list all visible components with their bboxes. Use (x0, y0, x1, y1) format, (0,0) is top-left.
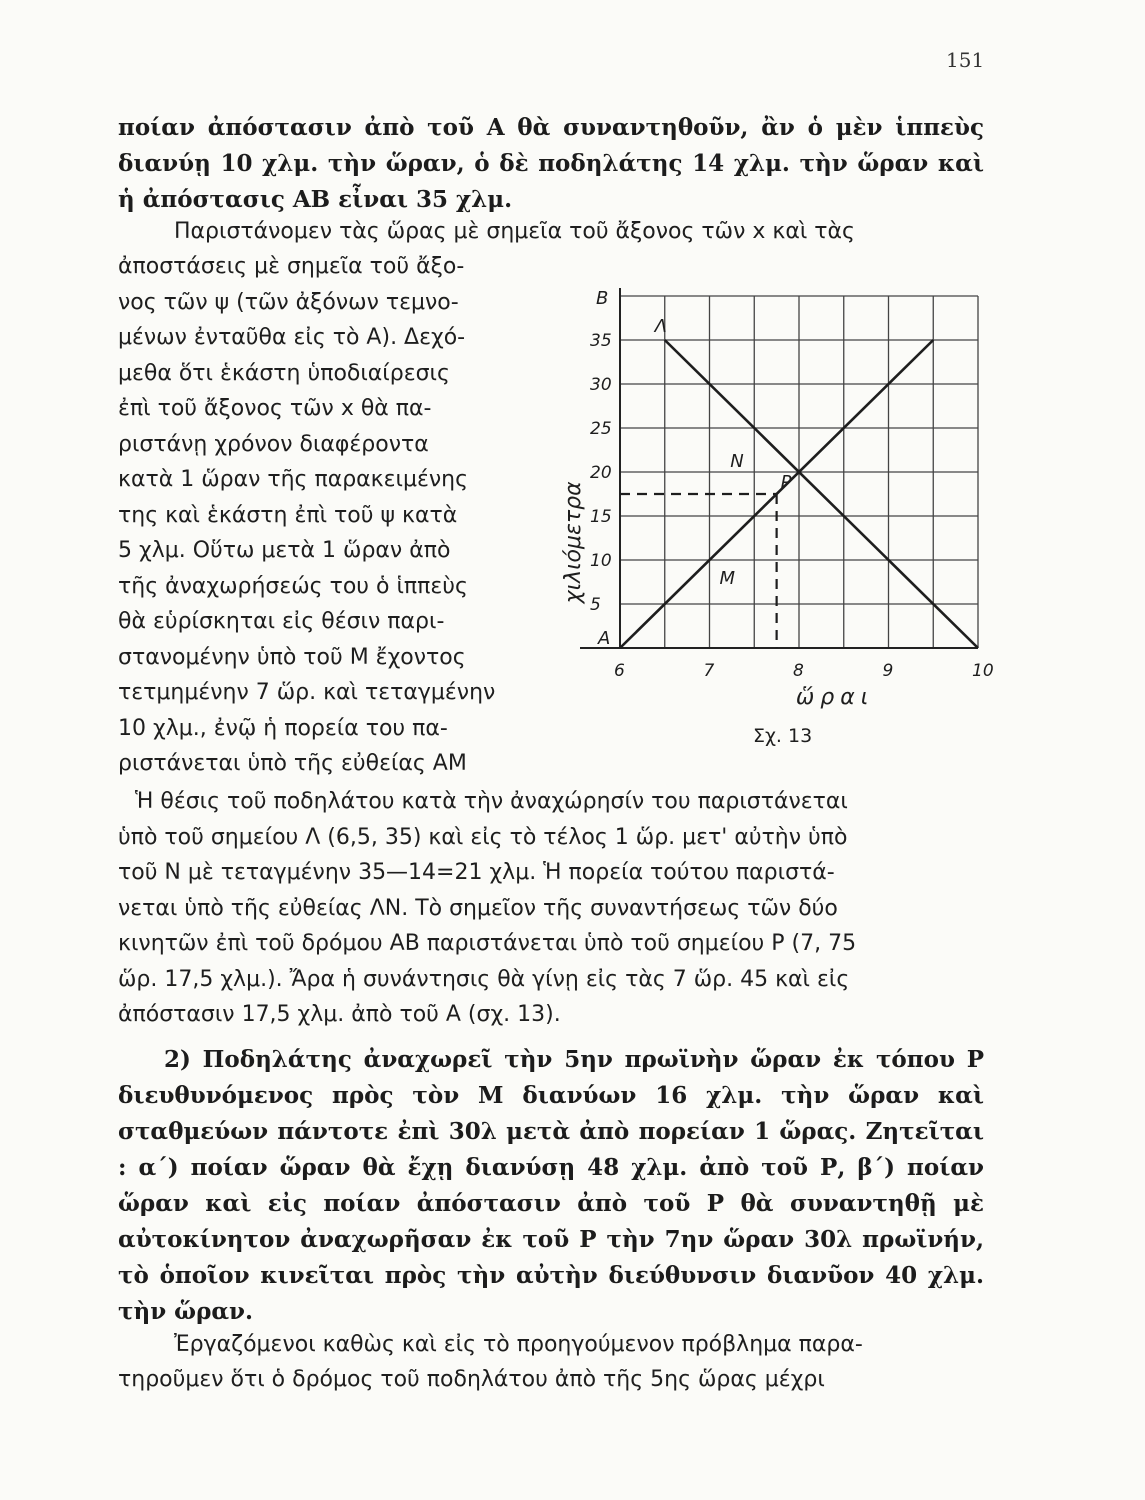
problem1-intro-paragraph: ποίαν ἀπόστασιν ἀπὸ τοῦ Α θὰ συναντηθοῦν, ἂν ὁ μὲν ἱππεὺς διανύῃ 10 χλμ. τὴν ὥραν, ὁ δὲ ποδηλάτης 14 χλμ. τὴν ὥραν καὶ ἡ ἀπόστασις ΑΒ εἶναι 35 χλμ. (118, 114, 984, 213)
text-line: τηροῦμεν ὅτι ὁ δρόμος τοῦ ποδηλάτου ἀπὸ τῆς 5ης ὥρας μέχρι (118, 1367, 825, 1392)
y-tick-label: 5 (590, 595, 601, 615)
point-label-lambda: Λ (654, 316, 668, 337)
graph-grid (580, 288, 978, 648)
point-label-m: M (719, 568, 736, 589)
y-tick-label: 20 (590, 463, 612, 483)
x-tick-label: 7 (703, 661, 715, 681)
text-line: Ἡ θέσις τοῦ ποδηλάτου κατὰ τὴν ἀναχώρησίν του παριστάνεται (135, 789, 848, 814)
text-line: μένων ἐνταῦθα εἰς τὸ Α). Δεχό- (118, 325, 466, 350)
text-line: 10 χλμ., ἐνῷ ἡ πορεία του πα- (118, 716, 448, 741)
figure-caption: Σχ. 13 (752, 725, 813, 747)
text-line: τετμημένην 7 ὥρ. καὶ τεταγμένην (118, 680, 496, 705)
text-line: νεται ὑπὸ τῆς εὐθείας ΛΝ. Τὸ σημεῖον τῆς συναντήσεως τῶν δύο (118, 896, 838, 921)
text-line: ριστάνῃ χρόνον διαφέροντα (118, 432, 429, 457)
y-tick-label: 10 (590, 551, 612, 571)
text-line: στανομένην ὑπὸ τοῦ Μ ἔχοντος (118, 645, 466, 670)
text-line: μεθα ὅτι ἑκάστη ὑποδιαίρεσις (118, 361, 450, 386)
text-line: τῆς ἀναχωρήσεώς του ὁ ἱππεὺς (118, 574, 468, 599)
text-line: νος τῶν ψ (τῶν ἀξόνων τεμνο- (118, 290, 459, 315)
text-line: ὥρ. 17,5 χλμ.). Ἄρα ἡ συνάντησις θὰ γίνῃ εἰς τὰς 7 ὥρ. 45 καὶ εἰς (118, 967, 850, 992)
x-tick-label: 9 (882, 661, 894, 681)
text-line: τοῦ Ν μὲ τεταγμένην 35—14=21 χλμ. Ἡ πορεία τούτου παριστά- (118, 860, 835, 885)
text-line: 5 χλμ. Οὕτω μετὰ 1 ὥραν ἀπὸ (118, 538, 451, 563)
y-tick-label: 35 (590, 331, 612, 351)
y-tick-label: 15 (590, 507, 612, 527)
y-tick-label: 30 (590, 375, 612, 395)
x-tick-label: 6 (614, 661, 625, 681)
text-line: ἐπὶ τοῦ ἄξονος τῶν x θὰ πα- (118, 396, 432, 421)
text-line: Παριστάνομεν τὰς ὥρας μὲ σημεῖα τοῦ ἄξονος τῶν x καὶ τὰς (174, 219, 855, 244)
point-label-n: N (730, 451, 744, 473)
point-label-b: B (596, 288, 609, 309)
problem2-paragraph: 2) Ποδηλάτης ἀναχωρεῖ τὴν 5ην πρωϊνὴν ὥραν ἐκ τόπου Ρ διευθυνόμενος πρὸς τὸν Μ διανύων 16 χλμ. τὴν ὥραν καὶ σταθμεύων πάντοτε ἐπὶ 30λ μετὰ ἀπὸ πορείαν 1 ὥρας. Ζητεῖται : α΄) ποίαν ὥραν θὰ ἔχῃ διανύσῃ 48 χλμ. ἀπὸ τοῦ Ρ, β΄) ποίαν ὥραν καὶ εἰς ποίαν ἀπόστασιν ἀπὸ τοῦ Ρ θὰ συναντηθῇ μὲ αὐτοκίνητον ἀναχωρῆσαν ἐκ τοῦ Ρ τὴν 7ην ὥραν 30λ πρωϊνήν, τὸ ὁποῖον κινεῖται πρὸς τὴν αὐτὴν διεύθυνσιν διανῦον 40 χλμ. τὴν ὥραν. (118, 1046, 984, 1325)
text-line: κινητῶν ἐπὶ τοῦ δρόμου ΑΒ παριστάνεται ὑπὸ τοῦ σημείου Ρ (7, 75 (118, 931, 857, 956)
y-axis-title: χιλιόμετρα (561, 481, 586, 604)
x-axis-title: ὥραι (795, 685, 875, 710)
point-label-a: A (598, 628, 611, 649)
text-line: θὰ εὑρίσκηται εἰς θέσιν παρι- (118, 609, 445, 634)
page-number: 151 (946, 48, 985, 72)
text-line: κατὰ 1 ὥραν τῆς παρακειμένης (118, 467, 469, 492)
text-line: της καὶ ἑκάστη ἐπὶ τοῦ ψ κατὰ (118, 503, 458, 528)
text-line: ἀπόστασιν 17,5 χλμ. ἀπὸ τοῦ Α (σχ. 13). (118, 1002, 561, 1027)
x-tick-label: 10 (972, 661, 994, 681)
text-line: ὑπὸ τοῦ σημείου Λ (6,5, 35) καὶ εἰς τὸ τέλος 1 ὥρ. μετ' αὐτὴν ὑπὸ (118, 825, 848, 850)
y-tick-label: 25 (590, 419, 612, 439)
text-line: ἀποστάσεις μὲ σημεῖα τοῦ ἄξο- (118, 254, 465, 279)
point-label-p: P (780, 472, 792, 493)
text-line: Ἐργαζόμενοι καθὼς καὶ εἰς τὸ προηγούμενον πρόβλημα παρα- (174, 1332, 863, 1357)
figure-13 (540, 280, 994, 760)
x-tick-label: 8 (793, 661, 804, 681)
text-line: ριστάνεται ὑπὸ τῆς εὐθείας ΑΜ (118, 751, 467, 776)
